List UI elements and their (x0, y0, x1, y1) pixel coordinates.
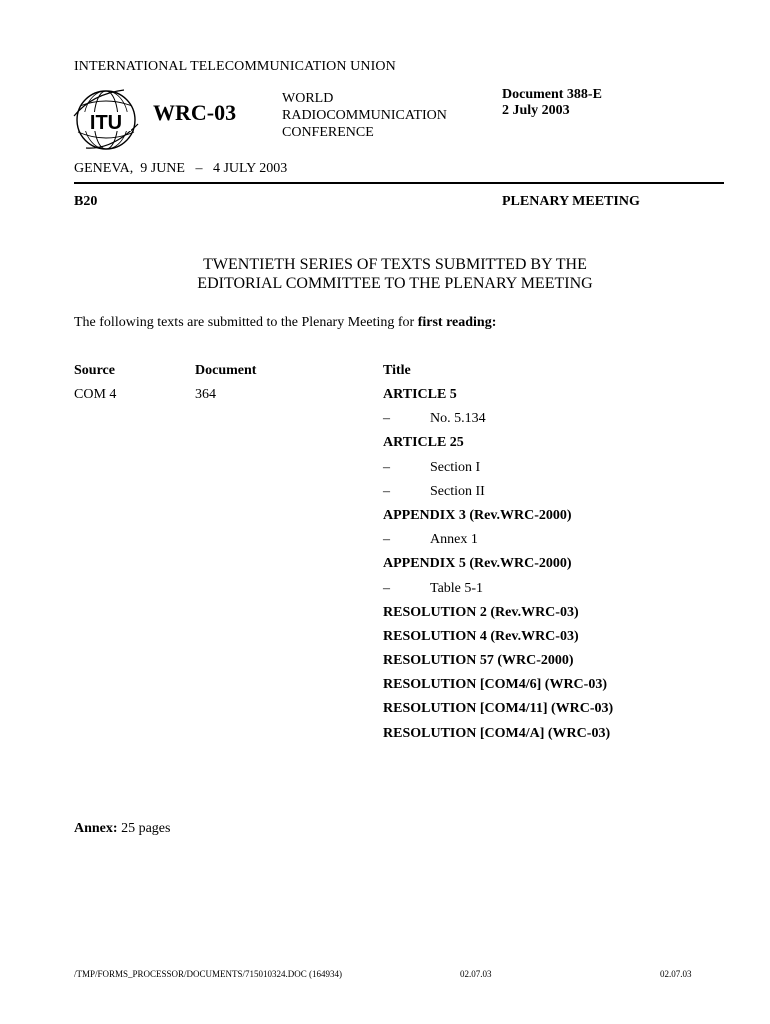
title-item-text: RESOLUTION [COM4/A] (WRC-03) (383, 725, 611, 741)
title-item (383, 605, 613, 629)
title-subitem (383, 411, 613, 435)
title-item-text: ARTICLE 25 (383, 435, 464, 451)
title-item-text: RESOLUTION 2 (Rev.WRC-03) (383, 604, 579, 620)
title-item (383, 556, 613, 580)
title-item-text: RESOLUTION [COM4/11] (WRC-03) (383, 701, 614, 717)
title-subitem (383, 484, 613, 508)
title-item-text: ARTICLE 5 (383, 387, 457, 402)
document-reference (502, 87, 602, 119)
conference-name-line: CONFERENCE (282, 125, 374, 140)
meeting-name: PLENARY MEETING (502, 194, 640, 209)
source-cell: COM 4 (74, 387, 117, 402)
title-item (383, 677, 613, 701)
dash: – (383, 411, 390, 427)
annex-value: 25 pages (117, 821, 171, 836)
title-item (383, 387, 613, 411)
dash: – (383, 459, 390, 475)
organization-name: INTERNATIONAL TELECOMMUNICATION UNION (74, 59, 396, 74)
title-subitem-text: Table 5-1 (430, 580, 484, 596)
title-line-1: TWENTIETH SERIES OF TEXTS SUBMITTED BY THE (203, 256, 587, 273)
footer-date-saved: 02.07.03 (460, 969, 492, 979)
title-item-text: APPENDIX 3 (Rev.WRC-2000) (383, 507, 572, 523)
title-item (383, 726, 613, 750)
title-item (383, 435, 613, 459)
dash: – (383, 483, 390, 499)
itu-logo (72, 86, 140, 154)
title-line-2: EDITORIAL COMMITTEE TO THE PLENARY MEETING (197, 275, 593, 292)
footer-path: /TMP/FORMS_PROCESSOR/DOCUMENTS/715010324.DOC (164934) (74, 969, 343, 979)
conference-name-line: WORLD (282, 91, 334, 106)
column-header-source: Source (74, 363, 115, 378)
column-header-title: Title (383, 363, 411, 378)
title-item (383, 653, 613, 677)
title-subitem-text: Section I (430, 459, 481, 475)
column-header-document: Document (195, 363, 257, 378)
intro-text: The following texts are submitted to the Plenary Meeting for (74, 315, 418, 330)
annex-label: Annex: (74, 821, 118, 836)
title-item (383, 701, 613, 725)
title-subitem-text: Annex 1 (430, 532, 478, 548)
title-subitem (383, 581, 613, 605)
intro-emphasis: first reading: (417, 315, 497, 330)
intro-paragraph (74, 315, 496, 331)
title-item-text: RESOLUTION 57 (WRC-2000) (383, 653, 574, 669)
title-item-text: APPENDIX 5 (Rev.WRC-2000) (383, 556, 572, 572)
footer-date-printed: 02.07.03 (660, 969, 692, 979)
logo-text: ITU (89, 112, 123, 134)
conference-code: WRC-03 (153, 100, 237, 125)
conference-name (282, 90, 447, 141)
dash: – (383, 580, 390, 596)
title-list (383, 387, 613, 750)
document-number: Document 388-E (502, 87, 602, 102)
document-date: 2 July 2003 (502, 103, 570, 118)
header-divider (74, 182, 724, 184)
title-subitem (383, 532, 613, 556)
title-subitem (383, 460, 613, 484)
title-item (383, 508, 613, 532)
annex-note (74, 821, 170, 837)
title-item-text: RESOLUTION 4 (Rev.WRC-03) (383, 628, 579, 644)
document-title (74, 255, 716, 293)
series-code: B20 (74, 194, 98, 209)
title-item-text: RESOLUTION [COM4/6] (WRC-03) (383, 677, 607, 693)
conference-name-line: RADIOCOMMUNICATION (282, 108, 447, 123)
title-subitem-text: No. 5.134 (430, 411, 486, 427)
document-cell: 364 (195, 387, 216, 402)
title-subitem-text: Section II (430, 483, 485, 499)
location-dates: GENEVA, 9 JUNE – 4 JULY 2003 (74, 161, 288, 176)
dash: – (383, 532, 390, 548)
title-item (383, 629, 613, 653)
